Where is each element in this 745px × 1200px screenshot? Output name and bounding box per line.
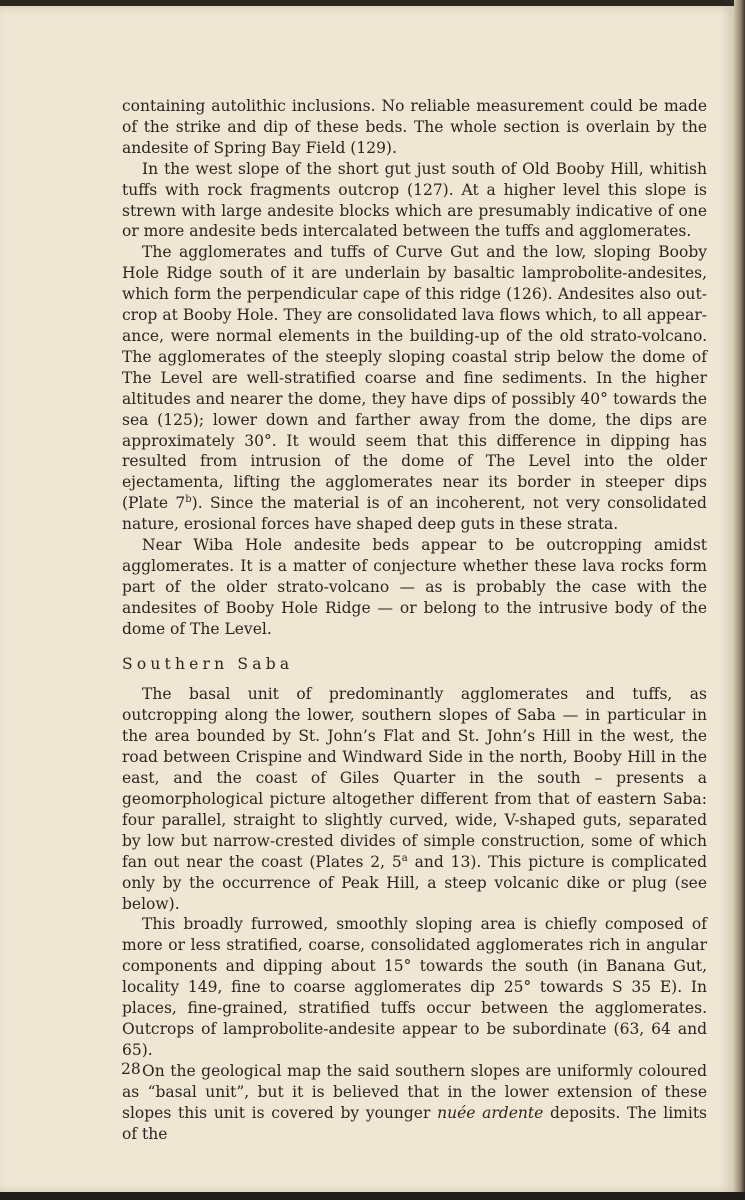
paragraph-5-text-b: and 13). This picture is complicated only by the occurrence of Peak Hill, a steep volcanic dike or plug (see below). xyxy=(122,852,707,913)
bottom-edge xyxy=(0,1192,745,1200)
section-heading: Southern Saba xyxy=(122,654,294,673)
paragraph-7 xyxy=(122,1061,707,1145)
paragraph-7-text-b: deposits. The limits of the xyxy=(122,1103,707,1143)
paragraph-4: Near Wiba Hole andesite beds appear to be outcropping amidst agglomerates. It is a matter of conjecture whether these lava rocks form part of the older strato-volcano — as is probably the case with the andesites of Booby Hole Ridge — or belong to the intrusive body of the dome of The Level. xyxy=(122,536,707,638)
paragraph-6: This broadly furrowed, smoothly sloping area is chiefly composed of more or less stratified, coarse, consolidated agglomerates rich in angular components and dipping about 15° towards the south (in Banana Gut, locality 149, fine to coarse agglomerates dip 25° towards S 35 E). In places, fine-grained, stratified tuffs occur between the agglomerates. Outcrops of lamprobolite-andesite appear to be subordinate (63, 64 and 65). xyxy=(122,915,707,1059)
page-edge xyxy=(734,0,745,1200)
paragraph-5 xyxy=(122,684,707,914)
paragraph-3-text-b: ). Since the material is of an incoherent, not very consolidated nature, erosional forces have shaped deep guts in these strata. xyxy=(122,494,707,534)
plate-superscript: b xyxy=(185,494,192,506)
page-number: 28 xyxy=(121,1060,141,1078)
book-page xyxy=(0,6,734,1192)
paragraph-5-text-a: The basal unit of predominantly agglomerates and tuffs, as outcropping along the lower, southern slopes of Saba — in particular in the area bounded by St. John’s Flat and St. John’s Hill in the west, the road between Crispine and Windward Side in the north, Booby Hill in the east, and the coast of Giles Quarter in the south – presents a geomorphological picture altogether different from that of eastern Saba: four parallel, straight to slightly curved, wide, V-shaped guts, separated by low but narrow-crested divides of simple construction, some of which fan out near the coast (Plates 2, 5 xyxy=(122,685,707,871)
paragraph-3-text-a: The agglomerates and tuffs of Curve Gut and the low, sloping Booby Hole Ridge south of it are underlain by basaltic lamprobolite-andesites, which form the perpendicular cape of this ridge (126). Andesites also outcrop at Booby Hole. They are consolidated lava flows which, to all appearance, were normal elements in the building-up of the old strato-volcano. The agglomerates of the steeply sloping coastal strip below the dome of The Level are well-stratified coarse and fine sediments. In the higher altitudes and nearer the dome, they have dips of possibly 40° towards the sea (125); lower down and farther away from the dome, the dips are approximately 30°. It would seem that this difference in dipping has resulted from intrusion of the dome of The Level into the older ejectamenta, lifting the agglomerates near its border in steeper dips (Plate 7 xyxy=(122,243,707,513)
plate-superscript: a xyxy=(401,852,408,864)
italic-term: nuée ardente xyxy=(437,1103,544,1122)
paragraph-7-text-a: On the geological map the said southern slopes are uniformly coloured as “basal unit”, but it is believed that in the lower extension of these slopes this unit is covered by younger xyxy=(122,1061,707,1122)
paragraph-2: In the west slope of the short gut just south of Old Booby Hill, whitish tuffs with rock fragments outcrop (127). At a higher level this slope is strewn with large andesite blocks which are presumably indicative of one or more andesite beds intercalated between the tuffs and agglomerates. xyxy=(122,159,707,241)
paragraph-1: containing autolithic inclusions. No reliable measurement could be made of the strike and dip of these beds. The whole section is overlain by the andesite of Spring Bay Field (129). xyxy=(122,97,707,157)
paragraph-3 xyxy=(122,242,707,535)
body-text xyxy=(122,96,707,1144)
